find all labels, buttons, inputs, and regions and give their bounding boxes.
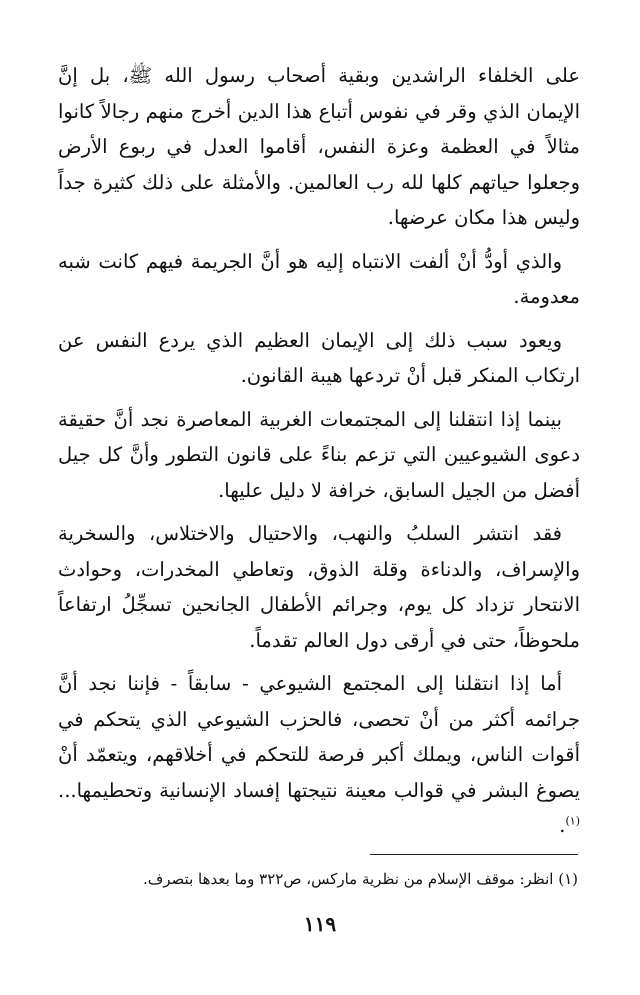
paragraph-2: والذي أودُّ أنْ ألفت الانتباه إليه هو أنَّ الجريمة فيهم كانت شبه معدومة. xyxy=(58,249,580,308)
paragraph-3: ويعود سبب ذلك إلى الإيمان العظيم الذي يردع النفس عن ارتكاب المنكر قبل أنْ تردعها هيبة القانون. xyxy=(58,328,580,387)
footnote-divider xyxy=(370,854,578,855)
page-number: ١١٩ xyxy=(303,912,337,936)
paragraph-6: أما إذا انتقلنا إلى المجتمع الشيوعي - سابقاً - فإننا نجد أنَّ جرائمه أكثر من أنْ تحصى، فالحزب الشيوعي الذي يتحكم في أقوات الناس، ويملك أكبر فرصة للتحكم في أخلاقهم، ويتعمّد أنْ يصوغ البشر في قوالب معينة نتيجتها إفساد الإنسانية وتحطيمها...$^{(١)}$. xyxy=(58,672,580,837)
paragraph-4: بينما إذا انتقلنا إلى المجتمعات الغربية المعاصرة نجد أنَّ حقيقة دعوى الشيوعيين التي تزعم بناءً على قانون التطور وأنَّ كل جيل أفضل من الجيل السابق، خرافة لا دليل عليها. xyxy=(58,407,580,502)
paragraph-5: فقد انتشر السلبُ والنهب، والاحتيال والاختلاس، والسخرية والإسراف، والدناءة وقلة الذوق، وتعاطي المخدرات، وحوادث الانتحار تزداد كل يوم، وجرائم الأطفال الجانحين تسجِّلُ ارتفاعاً ملحوظاً، حتى في أرقى دول العالم تقدماً. xyxy=(58,522,580,652)
page-body xyxy=(58,58,580,852)
footnote-reference: (١) xyxy=(565,814,580,828)
paragraph-6-text: أما إذا انتقلنا إلى المجتمع الشيوعي - سابقاً - فإننا نجد أنَّ جرائمه أكثر من أنْ تحصى، فالحزب الشيوعي الذي يتحكم في أقوات الناس، ويملك أكبر فرصة للتحكم في أخلاقهم، ويتعمّد أنْ يصوغ البشر في قوالب معينة نتيجتها إفساد الإنسانية وتحطيمها... xyxy=(58,672,580,802)
paragraph-1: على الخلفاء الراشدين وبقية أصحاب رسول الله ﷺ، بل إنَّ الإيمان الذي وقر في نفوس أتباع هذا الدين أخرج منهم رجالاً كانوا مثالاً في العظمة وعزة النفس، أقاموا العدل في ربوع الأرض وجعلوا حياتهم كلها لله رب العالمين. والأمثلة على ذلك كثيرة جداً وليس هذا مكان عرضها. xyxy=(58,64,580,229)
footnote: (١) انظر: موقف الإسلام من نظرية ماركس، ص٣٢٢ وما بعدها بتصرف. xyxy=(142,870,578,888)
